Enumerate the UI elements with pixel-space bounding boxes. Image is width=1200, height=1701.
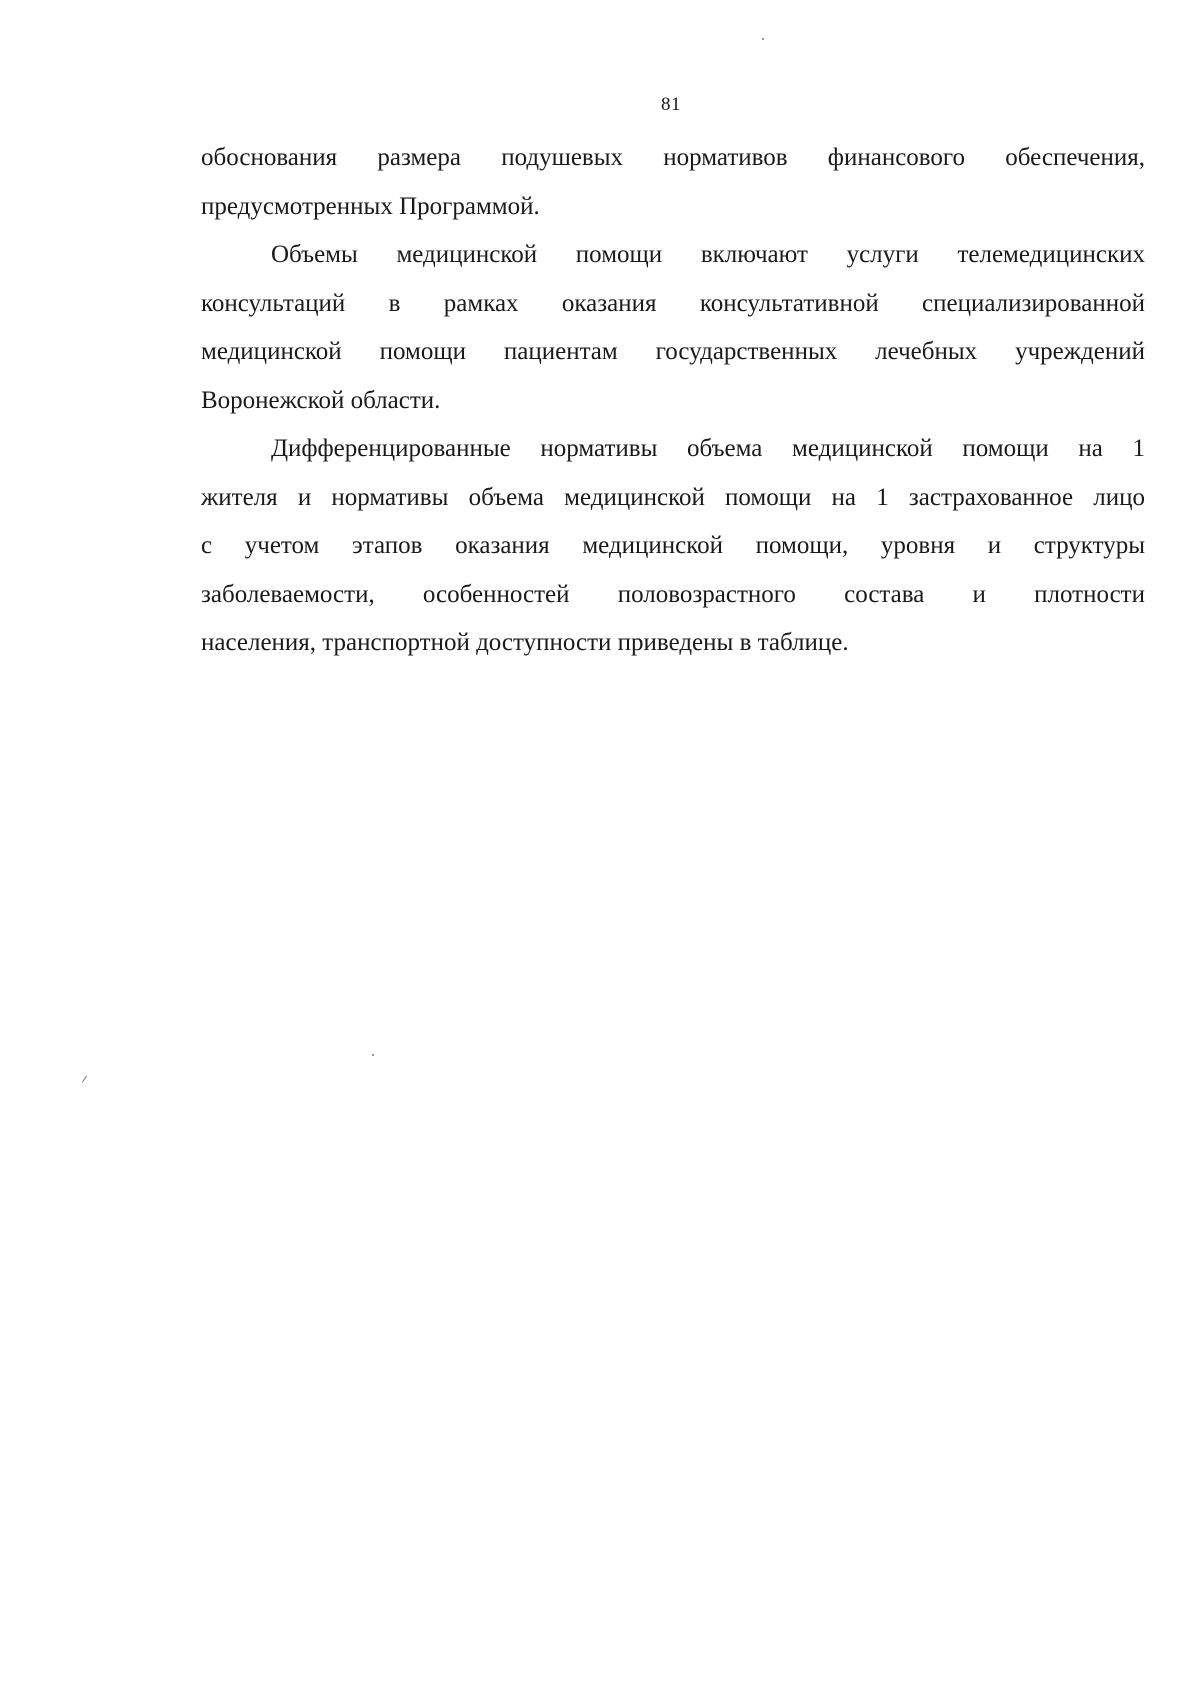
paragraph-telemedicine: [201, 231, 1145, 425]
text-line: заболеваемости, особенностей половозрастного состава и плотности: [201, 580, 1145, 608]
text-line: Воронежской области.: [201, 386, 441, 414]
paragraph-differentiated-norms: [201, 425, 1145, 668]
text-line: консультаций в рамках оказания консультативной специализированной: [201, 289, 1145, 317]
text-line: с учетом этапов оказания медицинской помощи, уровня и структуры: [201, 532, 1145, 559]
text-line: жителя и нормативы объема медицинской помощи на 1 застрахованное лицо: [201, 483, 1145, 511]
scan-speck: [372, 1054, 374, 1056]
scan-speck: [762, 38, 764, 40]
text-line: населения, транспортной доступности приведены в таблице.: [201, 629, 849, 656]
scan-speck: [82, 1075, 87, 1082]
text-line: предусмотренных Программой.: [201, 192, 540, 220]
paragraph-continuation: [201, 134, 1145, 231]
document-body: [201, 134, 1145, 668]
text-line: медицинской помощи пациентам государственных лечебных учреждений: [201, 338, 1145, 365]
text-line: Объемы медицинской помощи включают услуги телемедицинских: [271, 241, 1145, 268]
text-line: Дифференцированные нормативы объема медицинской помощи на 1: [271, 435, 1145, 462]
page-number: 81: [661, 94, 681, 115]
text-line: обоснования размера подушевых нормативов финансового обеспечения,: [201, 144, 1145, 171]
